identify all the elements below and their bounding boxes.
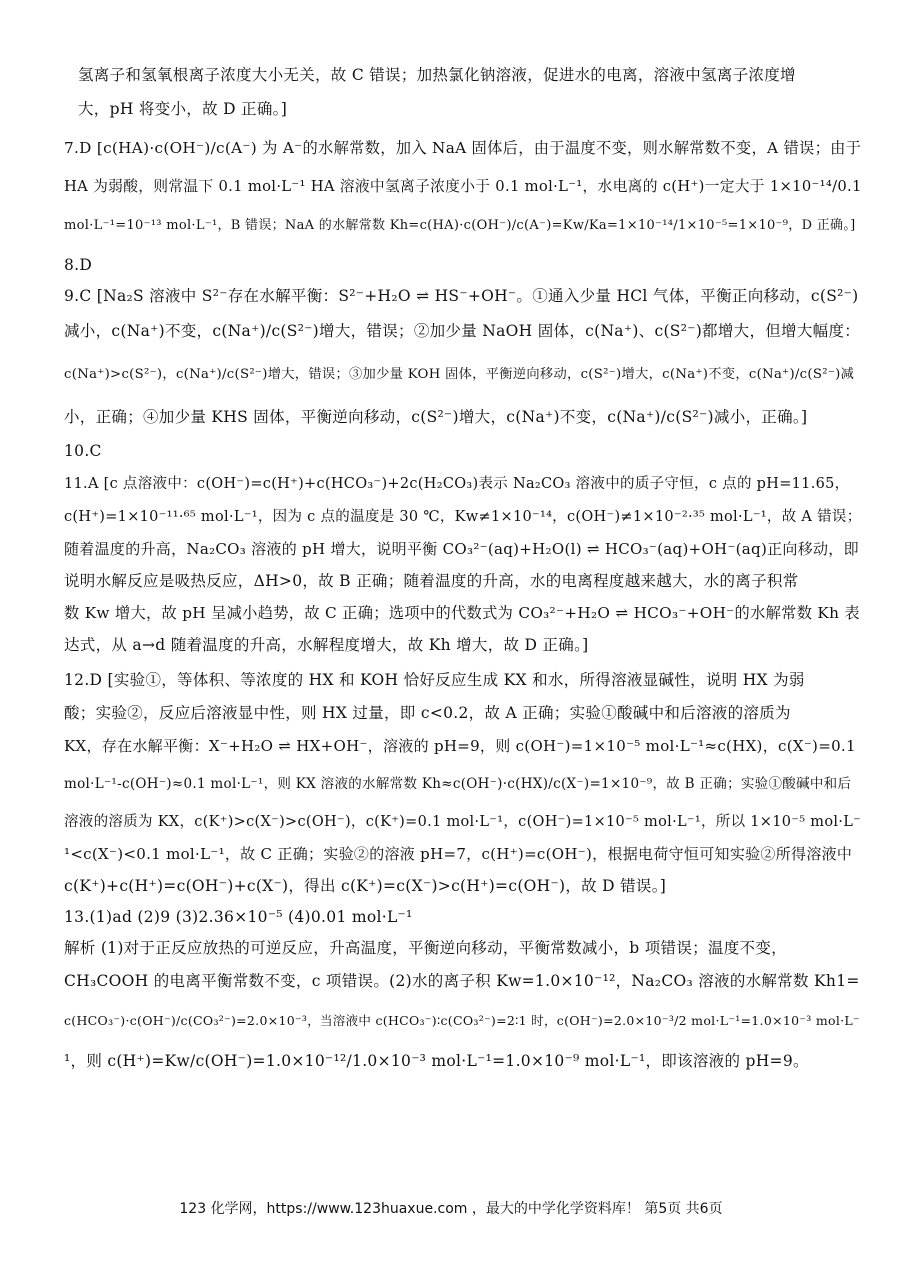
- text-line: 酸；实验②，反应后溶液显中性，则 HX 过量，即 c<0.2，故 A 正确；实验①酸碱中和后溶液的溶质为: [64, 704, 791, 722]
- answer-8-line: 8.D: [64, 256, 93, 274]
- text-line: 大，pH 将变小，故 D 正确。]: [78, 100, 288, 118]
- answer-7-line: 7.D [c(HA)·c(OH⁻)/c(A⁻) 为 A⁻的水解常数，加入 NaA 固体后，由于温度不变，则水解常数不变，A 错误；由于: [64, 139, 862, 157]
- text-line: KX，存在水解平衡：X⁻+H₂O ⇌ HX+OH⁻，溶液的 pH=9，则 c(OH⁻)=1×10⁻⁵ mol·L⁻¹≈c(HX)，c(X⁻)=0.1: [64, 737, 856, 755]
- answer-9-line: 9.C [Na₂S 溶液中 S²⁻存在水解平衡：S²⁻+H₂O ⇌ HS⁻+OH⁻。①通入少量 HCl 气体，平衡正向移动，c(S²⁻): [64, 287, 859, 305]
- answer-10-line: 10.C: [64, 442, 102, 460]
- text-line: c(K⁺)+c(H⁺)=c(OH⁻)+c(X⁻)，得出 c(K⁺)=c(X⁻)>c(H⁺)=c(OH⁻)，故 D 错误。]: [64, 877, 667, 895]
- text-line: c(Na⁺)>c(S²⁻)，c(Na⁺)/c(S²⁻)增大，错误；③加少量 KOH 固体，平衡逆向移动，c(S²⁻)增大，c(Na⁺)不变，c(Na⁺)/c(S²⁻)减: [64, 367, 855, 382]
- text-line: 数 Kw 增大，故 pH 呈减小趋势，故 C 正确；选项中的代数式为 CO₃²⁻+H₂O ⇌ HCO₃⁻+OH⁻的水解常数 Kh 表: [64, 604, 860, 622]
- text-line: ¹<c(X⁻)<0.1 mol·L⁻¹，故 C 正确；实验②的溶液 pH=7，c(H⁺)=c(OH⁻)，根据电荷守恒可知实验②所得溶液中: [64, 845, 853, 863]
- text-line: 溶液的溶质为 KX，c(K⁺)>c(X⁻)>c(OH⁻)，c(K⁺)=0.1 mol·L⁻¹，c(OH⁻)=1×10⁻⁵ mol·L⁻¹，所以 1×10⁻⁵ mol·L⁻: [64, 814, 862, 830]
- text-line: CH₃COOH 的电离平衡常数不变，c 项错误。(2)水的离子积 Kw=1.0×10⁻¹²，Na₂CO₃ 溶液的水解常数 Kh1=: [64, 972, 860, 990]
- text-line: ¹，则 c(H⁺)=Kw/c(OH⁻)=1.0×10⁻¹²/1.0×10⁻³ mol·L⁻¹=1.0×10⁻⁹ mol·L⁻¹，即该溶液的 pH=9。: [64, 1052, 809, 1070]
- text-line: c(HCO₃⁻)·c(OH⁻)/c(CO₃²⁻)=2.0×10⁻³，当溶液中 c(HCO₃⁻)∶c(CO₃²⁻)=2∶1 时，c(OH⁻)=2.0×10⁻³/2 mol·L⁻¹=1.0×10⁻³ mol·L⁻: [64, 1013, 860, 1028]
- text-line: mol·L⁻¹=10⁻¹³ mol·L⁻¹，B 错误；NaA 的水解常数 Kh=c(HA)·c(OH⁻)/c(A⁻)=Kw/Ka=1×10⁻¹⁴/1×10⁻⁵=1×10⁻⁹，D 正确。]: [64, 218, 856, 233]
- text-line: 减小，c(Na⁺)不变，c(Na⁺)/c(S²⁻)增大，错误；②加少量 NaOH 固体，c(Na⁺)、c(S²⁻)都增大，但增大幅度：: [64, 322, 861, 340]
- page-footer: 123 化学网，https://www.123huaxue.com ，最大的中学化学资料库！ 第5页 共6页: [179, 1201, 723, 1217]
- text-line: 达式，从 a→d 随着温度的升高，水解程度增大，故 Kh 增大，故 D 正确。]: [64, 636, 589, 654]
- text-line: 说明水解反应是吸热反应，ΔH>0，故 B 正确；随着温度的升高，水的电离程度越来越大，水的离子积常: [64, 572, 799, 590]
- answer-12-line: 12.D [实验①，等体积、等浓度的 HX 和 KOH 恰好反应生成 KX 和水，所得溶液显碱性，说明 HX 为弱: [64, 671, 805, 689]
- text-line: 小，正确；④加少量 KHS 固体，平衡逆向移动，c(S²⁻)增大，c(Na⁺)不变，c(Na⁺)/c(S²⁻)减小，正确。]: [64, 408, 808, 426]
- text-line: 氢离子和氢氧根离子浓度大小无关，故 C 错误；加热氯化钠溶液，促进水的电离，溶液中氢离子浓度增: [78, 66, 796, 84]
- analysis-line: 解析 (1)对于正反应放热的可逆反应，升高温度，平衡逆向移动，平衡常数减小，b 项错误；温度不变，: [64, 939, 787, 957]
- text-line: mol·L⁻¹-c(OH⁻)≈0.1 mol·L⁻¹，则 KX 溶液的水解常数 Kh≈c(OH⁻)·c(HX)/c(X⁻)=1×10⁻⁹，故 B 正确；实验①酸碱中和后: [64, 776, 852, 792]
- text-line: c(H⁺)=1×10⁻¹¹·⁶⁵ mol·L⁻¹，因为 c 点的温度是 30 ℃，Kw≠1×10⁻¹⁴，c(OH⁻)≠1×10⁻²·³⁵ mol·L⁻¹，故 A 错误；: [64, 509, 862, 525]
- text-line: HA 为弱酸，则常温下 0.1 mol·L⁻¹ HA 溶液中氢离子浓度小于 0.1 mol·L⁻¹，水电离的 c(H⁺)一定大于 1×10⁻¹⁴/0.1: [64, 178, 862, 195]
- text-line: 随着温度的升高，Na₂CO₃ 溶液的 pH 增大，说明平衡 CO₃²⁻(aq)+H₂O(l) ⇌ HCO₃⁻(aq)+OH⁻(aq)正向移动，即: [64, 540, 859, 558]
- answer-11-line: 11.A [c 点溶液中：c(OH⁻)=c(H⁺)+c(HCO₃⁻)+2c(H₂CO₃)表示 Na₂CO₃ 溶液中的质子守恒，c 点的 pH=11.65，: [64, 476, 850, 492]
- answer-13-line: 13.(1)ad (2)9 (3)2.36×10⁻⁵ (4)0.01 mol·L⁻¹: [64, 908, 413, 926]
